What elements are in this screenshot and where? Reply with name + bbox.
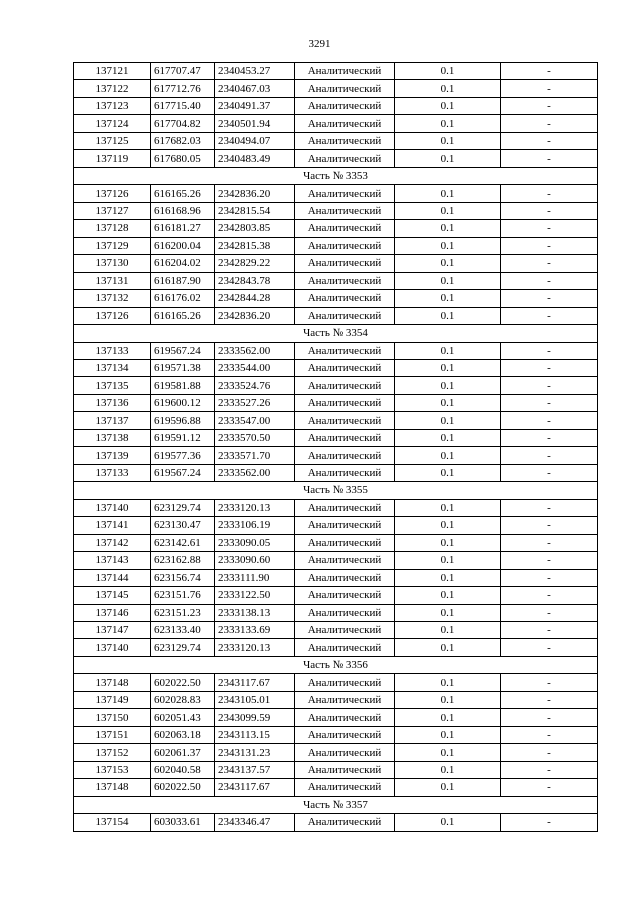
section-heading-row <box>74 796 598 813</box>
accuracy-cell: 0.1 <box>395 359 501 376</box>
x-coordinate-cell: 619596.88 <box>151 412 215 429</box>
method-cell: Аналитический <box>295 744 395 761</box>
point-number-cell: 137130 <box>74 255 151 272</box>
y-coordinate-cell: 2333120.13 <box>215 639 295 656</box>
table-row <box>74 97 598 114</box>
accuracy-cell: 0.1 <box>395 115 501 132</box>
accuracy-cell: 0.1 <box>395 499 501 516</box>
y-coordinate-cell: 2342815.54 <box>215 202 295 219</box>
point-number-cell: 137153 <box>74 761 151 778</box>
y-coordinate-cell: 2343346.47 <box>215 814 295 831</box>
y-coordinate-cell: 2343117.67 <box>215 674 295 691</box>
section-heading-row <box>74 482 598 499</box>
note-cell: - <box>501 115 598 132</box>
accuracy-cell: 0.1 <box>395 290 501 307</box>
table-row <box>74 290 598 307</box>
x-coordinate-cell: 616165.26 <box>151 307 215 324</box>
table-row <box>74 307 598 324</box>
table-row <box>74 552 598 569</box>
method-cell: Аналитический <box>295 272 395 289</box>
note-cell: - <box>501 464 598 481</box>
table-row <box>74 115 598 132</box>
point-number-cell: 137150 <box>74 709 151 726</box>
accuracy-cell: 0.1 <box>395 394 501 411</box>
table-row <box>74 622 598 639</box>
note-cell: - <box>501 412 598 429</box>
table-row <box>74 447 598 464</box>
note-cell: - <box>501 691 598 708</box>
note-cell: - <box>501 185 598 202</box>
point-number-cell: 137126 <box>74 307 151 324</box>
note-cell: - <box>501 499 598 516</box>
note-cell: - <box>501 237 598 254</box>
table-row <box>74 814 598 831</box>
table-row <box>74 761 598 778</box>
point-number-cell: 137146 <box>74 604 151 621</box>
method-cell: Аналитический <box>295 534 395 551</box>
method-cell: Аналитический <box>295 622 395 639</box>
table-row <box>74 63 598 80</box>
method-cell: Аналитический <box>295 569 395 586</box>
point-number-cell: 137133 <box>74 342 151 359</box>
point-number-cell: 137126 <box>74 185 151 202</box>
table-row <box>74 150 598 167</box>
note-cell: - <box>501 761 598 778</box>
x-coordinate-cell: 619581.88 <box>151 377 215 394</box>
note-cell: - <box>501 552 598 569</box>
note-cell: - <box>501 709 598 726</box>
note-cell: - <box>501 569 598 586</box>
method-cell: Аналитический <box>295 709 395 726</box>
note-cell: - <box>501 132 598 149</box>
method-cell: Аналитический <box>295 412 395 429</box>
accuracy-cell: 0.1 <box>395 307 501 324</box>
table-row <box>74 220 598 237</box>
x-coordinate-cell: 619567.24 <box>151 464 215 481</box>
x-coordinate-cell: 623162.88 <box>151 552 215 569</box>
note-cell: - <box>501 604 598 621</box>
x-coordinate-cell: 617704.82 <box>151 115 215 132</box>
note-cell: - <box>501 202 598 219</box>
method-cell: Аналитический <box>295 377 395 394</box>
y-coordinate-cell: 2343131.23 <box>215 744 295 761</box>
note-cell: - <box>501 290 598 307</box>
x-coordinate-cell: 623156.74 <box>151 569 215 586</box>
x-coordinate-cell: 623151.76 <box>151 587 215 604</box>
x-coordinate-cell: 616181.27 <box>151 220 215 237</box>
accuracy-cell: 0.1 <box>395 709 501 726</box>
accuracy-cell: 0.1 <box>395 342 501 359</box>
note-cell: - <box>501 447 598 464</box>
y-coordinate-cell: 2333527.26 <box>215 394 295 411</box>
method-cell: Аналитический <box>295 290 395 307</box>
table-row <box>74 709 598 726</box>
accuracy-cell: 0.1 <box>395 150 501 167</box>
method-cell: Аналитический <box>295 779 395 796</box>
point-number-cell: 137119 <box>74 150 151 167</box>
method-cell: Аналитический <box>295 202 395 219</box>
accuracy-cell: 0.1 <box>395 272 501 289</box>
note-cell: - <box>501 726 598 743</box>
y-coordinate-cell: 2340467.03 <box>215 80 295 97</box>
y-coordinate-cell: 2342844.28 <box>215 290 295 307</box>
method-cell: Аналитический <box>295 604 395 621</box>
table-row <box>74 587 598 604</box>
table-row <box>74 412 598 429</box>
section-heading-row <box>74 656 598 673</box>
x-coordinate-cell: 603033.61 <box>151 814 215 831</box>
x-coordinate-cell: 623151.23 <box>151 604 215 621</box>
x-coordinate-cell: 623129.74 <box>151 639 215 656</box>
accuracy-cell: 0.1 <box>395 97 501 114</box>
table-row <box>74 272 598 289</box>
point-number-cell: 137145 <box>74 587 151 604</box>
accuracy-cell: 0.1 <box>395 80 501 97</box>
accuracy-cell: 0.1 <box>395 674 501 691</box>
section-heading-row <box>74 325 598 342</box>
point-number-cell: 137149 <box>74 691 151 708</box>
accuracy-cell: 0.1 <box>395 63 501 80</box>
point-number-cell: 137154 <box>74 814 151 831</box>
y-coordinate-cell: 2333544.00 <box>215 359 295 376</box>
y-coordinate-cell: 2340494.07 <box>215 132 295 149</box>
coordinates-table <box>73 62 598 832</box>
point-number-cell: 137143 <box>74 552 151 569</box>
point-number-cell: 137124 <box>74 115 151 132</box>
point-number-cell: 137133 <box>74 464 151 481</box>
accuracy-cell: 0.1 <box>395 185 501 202</box>
table-row <box>74 779 598 796</box>
accuracy-cell: 0.1 <box>395 604 501 621</box>
x-coordinate-cell: 623142.61 <box>151 534 215 551</box>
note-cell: - <box>501 255 598 272</box>
note-cell: - <box>501 150 598 167</box>
method-cell: Аналитический <box>295 814 395 831</box>
method-cell: Аналитический <box>295 761 395 778</box>
y-coordinate-cell: 2333120.13 <box>215 499 295 516</box>
note-cell: - <box>501 97 598 114</box>
accuracy-cell: 0.1 <box>395 464 501 481</box>
point-number-cell: 137140 <box>74 499 151 516</box>
point-number-cell: 137127 <box>74 202 151 219</box>
point-number-cell: 137141 <box>74 517 151 534</box>
accuracy-cell: 0.1 <box>395 587 501 604</box>
table-row <box>74 359 598 376</box>
note-cell: - <box>501 814 598 831</box>
y-coordinate-cell: 2342803.85 <box>215 220 295 237</box>
point-number-cell: 137136 <box>74 394 151 411</box>
y-coordinate-cell: 2343099.59 <box>215 709 295 726</box>
method-cell: Аналитический <box>295 429 395 446</box>
x-coordinate-cell: 616200.04 <box>151 237 215 254</box>
table-row <box>74 237 598 254</box>
point-number-cell: 137138 <box>74 429 151 446</box>
method-cell: Аналитический <box>295 587 395 604</box>
table-row <box>74 517 598 534</box>
note-cell: - <box>501 394 598 411</box>
accuracy-cell: 0.1 <box>395 377 501 394</box>
method-cell: Аналитический <box>295 464 395 481</box>
accuracy-cell: 0.1 <box>395 552 501 569</box>
method-cell: Аналитический <box>295 517 395 534</box>
table-row <box>74 499 598 516</box>
table-row <box>74 429 598 446</box>
accuracy-cell: 0.1 <box>395 761 501 778</box>
point-number-cell: 137122 <box>74 80 151 97</box>
accuracy-cell: 0.1 <box>395 517 501 534</box>
y-coordinate-cell: 2342829.22 <box>215 255 295 272</box>
table-row <box>74 726 598 743</box>
point-number-cell: 137132 <box>74 290 151 307</box>
note-cell: - <box>501 429 598 446</box>
method-cell: Аналитический <box>295 691 395 708</box>
y-coordinate-cell: 2342836.20 <box>215 185 295 202</box>
note-cell: - <box>501 272 598 289</box>
y-coordinate-cell: 2333111.90 <box>215 569 295 586</box>
y-coordinate-cell: 2333090.05 <box>215 534 295 551</box>
accuracy-cell: 0.1 <box>395 255 501 272</box>
table-row <box>74 534 598 551</box>
method-cell: Аналитический <box>295 394 395 411</box>
x-coordinate-cell: 623130.47 <box>151 517 215 534</box>
y-coordinate-cell: 2333138.13 <box>215 604 295 621</box>
section-heading-row <box>74 167 598 184</box>
x-coordinate-cell: 616165.26 <box>151 185 215 202</box>
coordinates-table-body <box>74 63 598 832</box>
point-number-cell: 137152 <box>74 744 151 761</box>
x-coordinate-cell: 623129.74 <box>151 499 215 516</box>
y-coordinate-cell: 2333562.00 <box>215 464 295 481</box>
section-heading: Часть № 3356 <box>74 656 598 673</box>
table-row <box>74 377 598 394</box>
accuracy-cell: 0.1 <box>395 202 501 219</box>
x-coordinate-cell: 616204.02 <box>151 255 215 272</box>
accuracy-cell: 0.1 <box>395 744 501 761</box>
page-number: 3291 <box>308 38 331 50</box>
accuracy-cell: 0.1 <box>395 412 501 429</box>
x-coordinate-cell: 617682.03 <box>151 132 215 149</box>
y-coordinate-cell: 2343105.01 <box>215 691 295 708</box>
y-coordinate-cell: 2333133.69 <box>215 622 295 639</box>
method-cell: Аналитический <box>295 255 395 272</box>
point-number-cell: 137137 <box>74 412 151 429</box>
accuracy-cell: 0.1 <box>395 447 501 464</box>
point-number-cell: 137135 <box>74 377 151 394</box>
point-number-cell: 137123 <box>74 97 151 114</box>
x-coordinate-cell: 619591.12 <box>151 429 215 446</box>
accuracy-cell: 0.1 <box>395 220 501 237</box>
y-coordinate-cell: 2340501.94 <box>215 115 295 132</box>
point-number-cell: 137131 <box>74 272 151 289</box>
note-cell: - <box>501 674 598 691</box>
method-cell: Аналитический <box>295 115 395 132</box>
x-coordinate-cell: 619577.36 <box>151 447 215 464</box>
point-number-cell: 137140 <box>74 639 151 656</box>
x-coordinate-cell: 619600.12 <box>151 394 215 411</box>
y-coordinate-cell: 2333090.60 <box>215 552 295 569</box>
note-cell: - <box>501 779 598 796</box>
accuracy-cell: 0.1 <box>395 237 501 254</box>
point-number-cell: 137147 <box>74 622 151 639</box>
y-coordinate-cell: 2333547.00 <box>215 412 295 429</box>
section-heading: Часть № 3357 <box>74 796 598 813</box>
accuracy-cell: 0.1 <box>395 726 501 743</box>
y-coordinate-cell: 2333570.50 <box>215 429 295 446</box>
accuracy-cell: 0.1 <box>395 691 501 708</box>
note-cell: - <box>501 534 598 551</box>
method-cell: Аналитический <box>295 639 395 656</box>
accuracy-cell: 0.1 <box>395 814 501 831</box>
table-row <box>74 342 598 359</box>
note-cell: - <box>501 639 598 656</box>
x-coordinate-cell: 619567.24 <box>151 342 215 359</box>
table-row <box>74 202 598 219</box>
note-cell: - <box>501 342 598 359</box>
table-row <box>74 639 598 656</box>
y-coordinate-cell: 2340491.37 <box>215 97 295 114</box>
x-coordinate-cell: 602051.43 <box>151 709 215 726</box>
accuracy-cell: 0.1 <box>395 622 501 639</box>
note-cell: - <box>501 220 598 237</box>
accuracy-cell: 0.1 <box>395 779 501 796</box>
note-cell: - <box>501 80 598 97</box>
note-cell: - <box>501 359 598 376</box>
method-cell: Аналитический <box>295 726 395 743</box>
x-coordinate-cell: 617715.40 <box>151 97 215 114</box>
note-cell: - <box>501 517 598 534</box>
point-number-cell: 137142 <box>74 534 151 551</box>
table-row <box>74 604 598 621</box>
section-heading: Часть № 3354 <box>74 325 598 342</box>
table-row <box>74 569 598 586</box>
method-cell: Аналитический <box>295 63 395 80</box>
x-coordinate-cell: 616187.90 <box>151 272 215 289</box>
point-number-cell: 137134 <box>74 359 151 376</box>
method-cell: Аналитический <box>295 307 395 324</box>
method-cell: Аналитический <box>295 132 395 149</box>
method-cell: Аналитический <box>295 447 395 464</box>
table-row <box>74 674 598 691</box>
table-row <box>74 691 598 708</box>
method-cell: Аналитический <box>295 342 395 359</box>
table-row <box>74 255 598 272</box>
y-coordinate-cell: 2342836.20 <box>215 307 295 324</box>
x-coordinate-cell: 602022.50 <box>151 779 215 796</box>
x-coordinate-cell: 617712.76 <box>151 80 215 97</box>
table-row <box>74 464 598 481</box>
x-coordinate-cell: 616176.02 <box>151 290 215 307</box>
note-cell: - <box>501 307 598 324</box>
x-coordinate-cell: 602061.37 <box>151 744 215 761</box>
method-cell: Аналитический <box>295 97 395 114</box>
method-cell: Аналитический <box>295 80 395 97</box>
table-row <box>74 80 598 97</box>
x-coordinate-cell: 602022.50 <box>151 674 215 691</box>
point-number-cell: 137151 <box>74 726 151 743</box>
y-coordinate-cell: 2333122.50 <box>215 587 295 604</box>
accuracy-cell: 0.1 <box>395 534 501 551</box>
y-coordinate-cell: 2343113.15 <box>215 726 295 743</box>
y-coordinate-cell: 2333106.19 <box>215 517 295 534</box>
accuracy-cell: 0.1 <box>395 639 501 656</box>
x-coordinate-cell: 602028.83 <box>151 691 215 708</box>
point-number-cell: 137139 <box>74 447 151 464</box>
method-cell: Аналитический <box>295 552 395 569</box>
method-cell: Аналитический <box>295 237 395 254</box>
point-number-cell: 137121 <box>74 63 151 80</box>
y-coordinate-cell: 2340483.49 <box>215 150 295 167</box>
method-cell: Аналитический <box>295 185 395 202</box>
point-number-cell: 137129 <box>74 237 151 254</box>
method-cell: Аналитический <box>295 150 395 167</box>
y-coordinate-cell: 2343137.57 <box>215 761 295 778</box>
point-number-cell: 137148 <box>74 674 151 691</box>
x-coordinate-cell: 623133.40 <box>151 622 215 639</box>
method-cell: Аналитический <box>295 220 395 237</box>
note-cell: - <box>501 63 598 80</box>
accuracy-cell: 0.1 <box>395 569 501 586</box>
table-row <box>74 394 598 411</box>
x-coordinate-cell: 616168.96 <box>151 202 215 219</box>
x-coordinate-cell: 617707.47 <box>151 63 215 80</box>
table-row <box>74 185 598 202</box>
note-cell: - <box>501 622 598 639</box>
accuracy-cell: 0.1 <box>395 429 501 446</box>
table-row <box>74 744 598 761</box>
y-coordinate-cell: 2343117.67 <box>215 779 295 796</box>
section-heading: Часть № 3353 <box>74 167 598 184</box>
x-coordinate-cell: 619571.38 <box>151 359 215 376</box>
note-cell: - <box>501 377 598 394</box>
point-number-cell: 137128 <box>74 220 151 237</box>
x-coordinate-cell: 602063.18 <box>151 726 215 743</box>
point-number-cell: 137148 <box>74 779 151 796</box>
section-heading: Часть № 3355 <box>74 482 598 499</box>
method-cell: Аналитический <box>295 674 395 691</box>
point-number-cell: 137144 <box>74 569 151 586</box>
note-cell: - <box>501 587 598 604</box>
method-cell: Аналитический <box>295 499 395 516</box>
table-row <box>74 132 598 149</box>
point-number-cell: 137125 <box>74 132 151 149</box>
method-cell: Аналитический <box>295 359 395 376</box>
x-coordinate-cell: 602040.58 <box>151 761 215 778</box>
y-coordinate-cell: 2340453.27 <box>215 63 295 80</box>
y-coordinate-cell: 2342815.38 <box>215 237 295 254</box>
accuracy-cell: 0.1 <box>395 132 501 149</box>
y-coordinate-cell: 2342843.78 <box>215 272 295 289</box>
y-coordinate-cell: 2333562.00 <box>215 342 295 359</box>
y-coordinate-cell: 2333571.70 <box>215 447 295 464</box>
y-coordinate-cell: 2333524.76 <box>215 377 295 394</box>
note-cell: - <box>501 744 598 761</box>
x-coordinate-cell: 617680.05 <box>151 150 215 167</box>
